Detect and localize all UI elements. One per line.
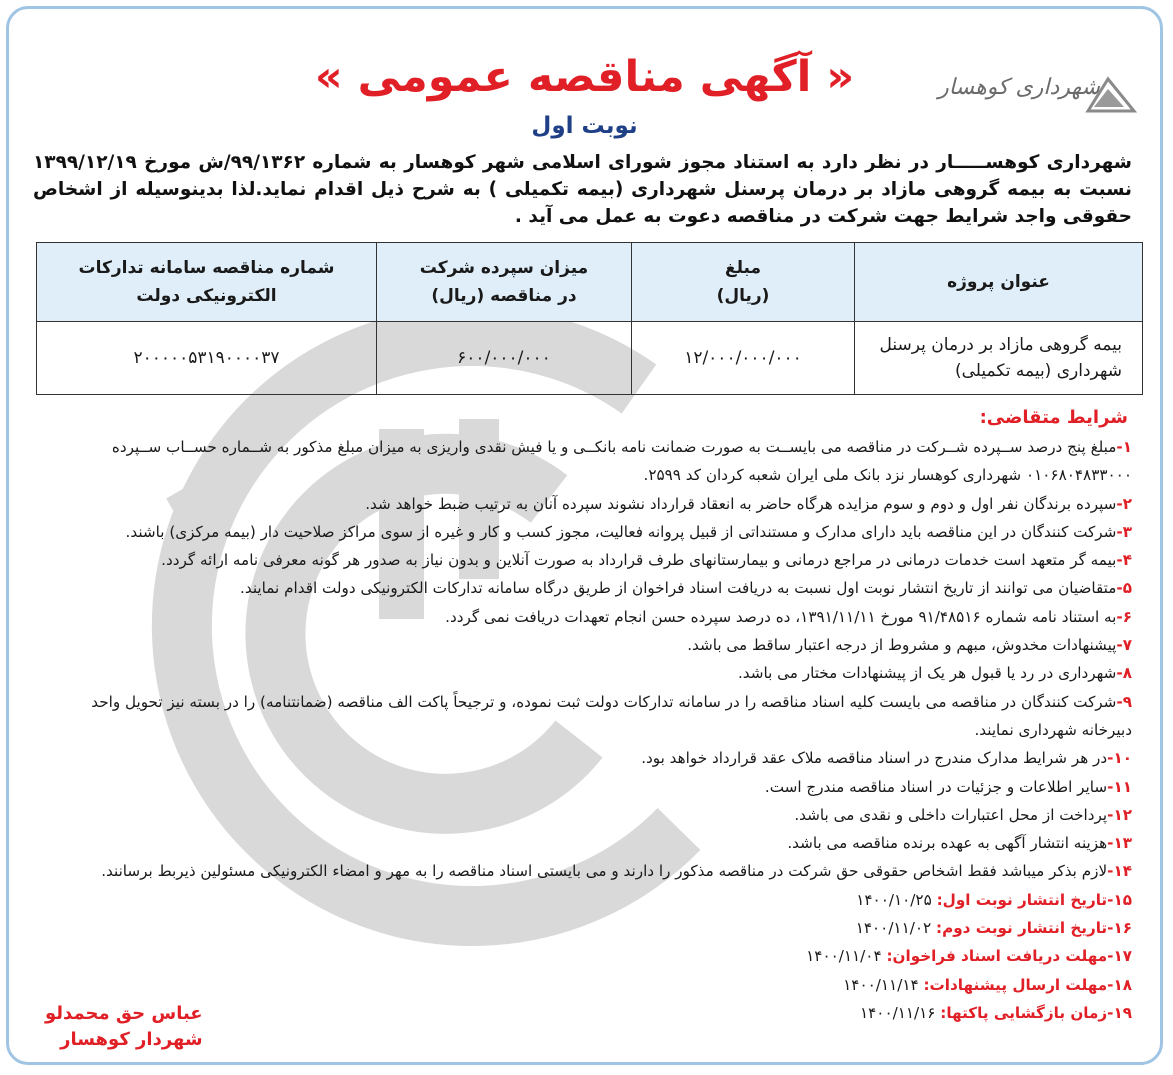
- date-item: [39, 971, 1132, 999]
- list-item: [39, 829, 1132, 857]
- list-item: [39, 546, 1132, 574]
- list-item: [39, 631, 1132, 659]
- item-text: شرکت کنندگان در مناقصه می بایست کلیه اسناد مناقصه را در سامانه تدارکات دولت ثبت نموده، و ترجیحاً پاکت الف مناقصه (ضمانتنامه) را در بسته نیز تحویل واحد دبیرخانه شهرداری نمایند.: [91, 692, 1132, 739]
- item-number: ۳-: [1116, 522, 1132, 541]
- item-number: ۱۱-: [1107, 777, 1132, 796]
- date-value: ۱۴۰۰/۱۱/۱۴: [843, 975, 919, 994]
- date-item: [39, 914, 1132, 942]
- date-item: [39, 886, 1132, 914]
- list-item: [39, 574, 1132, 602]
- cell-amount: [632, 322, 855, 395]
- header-text: شماره مناقصه سامانه تدارکات الکترونیکی دولت: [78, 258, 335, 306]
- conditions-list: [39, 433, 1132, 1027]
- signer-name: عباس حق محمدلو: [45, 1003, 203, 1024]
- item-number: ۱۴-: [1107, 862, 1132, 881]
- item-number: ۴-: [1116, 551, 1132, 570]
- item-text: شهرداری در رد یا قبول هر یک از پیشنهادات مختار می باشد.: [737, 664, 1117, 683]
- item-number: ۱۷-: [1107, 947, 1132, 966]
- item-number: ۱-: [1116, 438, 1132, 456]
- cell-text: ۱۲/۰۰۰/۰۰۰/۰۰۰: [684, 348, 802, 368]
- date-label: تاریخ انتشار نوبت اول:: [936, 890, 1108, 909]
- date-value: ۱۴۰۰/۱۱/۰۲: [855, 919, 932, 938]
- item-text: در هر شرایط مدارک مندرج در اسناد مناقصه ملاک عقد قرارداد خواهد بود.: [641, 749, 1108, 768]
- item-text: به استناد نامه شماره ۹۱/۴۸۵۱۶ مورخ ۱۳۹۱/۱۱/۱۱، ده درصد سپرده حسن انجام تعهدات دریافت نمی گردد.: [445, 607, 1117, 626]
- item-number: ۵-: [1116, 579, 1132, 598]
- logo-text: شهرداری کوهسار: [938, 75, 1100, 100]
- cell-tender-number: [37, 322, 377, 395]
- item-text: پیشنهادات مخدوش، مبهم و مشروط از درجه اعتبار ساقط می باشد.: [687, 636, 1117, 655]
- list-item: [39, 490, 1132, 518]
- item-number: ۱۸-: [1107, 975, 1132, 994]
- item-number: ۱۳-: [1107, 834, 1132, 853]
- item-text: بیمه گر متعهد است خدمات درمانی در مراجع درمانی و بیمارستانهای طرف قرارداد به صورت آنلاین و بدون نیاز به صدور هر گونه معرفی نامه ارائه گردد.: [161, 551, 1117, 570]
- date-value: ۱۴۰۰/۱۰/۲۵: [856, 890, 932, 909]
- item-number: ۱۹-: [1107, 1003, 1132, 1022]
- col-amount: [632, 243, 855, 322]
- item-text: لازم بذکر میباشد فقط اشخاص حقوقی حق شرکت در مناقصه مذکور را دارند و می بایستی اسناد مناقصه را به مهر و امضاء الکترونیکی مسئولین ذیربط برسانند.: [101, 862, 1108, 881]
- date-label: مهلت ارسال پیشنهادات:: [923, 975, 1108, 994]
- table-row: [37, 322, 1143, 395]
- col-project-title: [855, 243, 1143, 322]
- cell-text: ۶۰۰/۰۰۰/۰۰۰: [457, 348, 551, 368]
- item-number: ۷-: [1116, 636, 1132, 655]
- header-text: میزان سپرده شرکت در مناقصه (ریال): [419, 258, 589, 306]
- item-number: ۲-: [1116, 494, 1132, 513]
- item-text: مبلغ پنج درصد ســپرده شــرکت در مناقصه می بایســت به صورت ضمانت نامه بانکــی و یا فیش نقدی واریزی به میزان مبلغ مذکور به شــماره حســاب ســپرده ۰۱۰۶۸۰۴۸۳۳۰۰۰ شهرداری کوهسار نزد بانک ملی ایران شعبه کردان کد ۲۵۹۹.: [111, 438, 1132, 485]
- cell-project-title: [855, 322, 1143, 395]
- list-item: [39, 857, 1132, 885]
- intro-paragraph: شهرداری کوهســـــار در نظر دارد به استناد مجوز شورای اسلامی شهر کوهسار به شماره ۹۹/۱۳۶۲/ش مورخ ۱۳۹۹/۱۲/۱۹ نسبت به بیمه گروهی مازاد بر درمان پرسنل شهرداری (بیمه تکمیلی ) به شرح ذیل اقدام نماید.لذا بدینوسیله از اشخاص حقوقی واجد شرایط جهت شرکت در مناقصه دعوت به عمل می آید .: [33, 152, 1132, 227]
- list-item: [39, 801, 1132, 829]
- header-text: عنوان پروژه: [947, 272, 1050, 292]
- item-number: ۹-: [1116, 692, 1132, 711]
- date-label: تاریخ انتشار نوبت دوم:: [936, 919, 1108, 938]
- item-number: ۱۶-: [1107, 919, 1132, 938]
- item-number: ۱۲-: [1107, 805, 1132, 824]
- item-number: ۱۰-: [1107, 749, 1132, 768]
- item-text: متقاضیان می توانند از تاریخ انتشار نوبت اول نسبت به دریافت اسناد فراخوان از طریق درگاه سامانه تدارکات الکترونیکی دولت اقدام نمایند.: [240, 579, 1117, 598]
- list-item: [39, 433, 1132, 490]
- col-deposit: [377, 243, 632, 322]
- col-tender-number: [37, 243, 377, 322]
- list-item: [39, 518, 1132, 546]
- item-text: سایر اطلاعات و جزئیات در اسناد مناقصه مندرج است.: [764, 777, 1108, 796]
- item-text: پرداخت از محل اعتبارات داخلی و نقدی می باشد.: [794, 805, 1108, 824]
- item-text: هزینه انتشار آگهی به عهده برنده مناقصه می باشد.: [787, 834, 1108, 853]
- list-item: [39, 688, 1132, 745]
- cell-deposit: [377, 322, 632, 395]
- notice-round: نوبت اول: [531, 113, 638, 139]
- signer-role: شهردار کوهسار: [60, 1029, 203, 1050]
- table-header-row: [37, 243, 1143, 322]
- header-text: مبلغ (ریال): [716, 258, 770, 306]
- project-table: [36, 242, 1143, 395]
- date-label: مهلت دریافت اسناد فراخوان:: [886, 947, 1108, 966]
- list-item: [39, 773, 1132, 801]
- item-text: شرکت کنندگان در این مناقصه باید دارای مدارک و مستنداتی از قبیل پروانه فعالیت، مجوز کسب و کار و غیره از سوی مراکز صلاحیت دار (بیمه مرکزی) باشند.: [125, 522, 1117, 541]
- list-item: [39, 744, 1132, 772]
- cell-text: ۲۰۰۰۰۰۵۳۱۹۰۰۰۰۳۷: [133, 348, 280, 368]
- date-label: زمان بازگشایی پاکتها:: [940, 1003, 1108, 1022]
- item-number: ۱۵-: [1107, 890, 1132, 909]
- date-value: ۱۴۰۰/۱۱/۱۶: [859, 1003, 936, 1022]
- list-item: [39, 603, 1132, 631]
- cell-text: بیمه گروهی مازاد بر درمان پرسنل شهرداری (بیمه تکمیلی): [879, 335, 1122, 381]
- signature-block: [45, 1001, 203, 1053]
- date-item: [39, 942, 1132, 970]
- notice-frame: [6, 6, 1163, 1065]
- item-number: ۶-: [1116, 607, 1132, 626]
- item-number: ۸-: [1116, 664, 1132, 683]
- item-text: سپرده برندگان نفر اول و دوم و سوم مزایده هرگاه حاضر به انعقاد قرارداد نشوند سپرده آنان به ترتیب ضبط خواهد شد.: [365, 494, 1117, 513]
- notice-title: « آگهی مناقصه عمومی »: [314, 52, 855, 102]
- conditions-heading: شرایط متقاضی:: [979, 407, 1128, 428]
- list-item: [39, 659, 1132, 687]
- date-value: ۱۴۰۰/۱۱/۰۴: [806, 947, 882, 966]
